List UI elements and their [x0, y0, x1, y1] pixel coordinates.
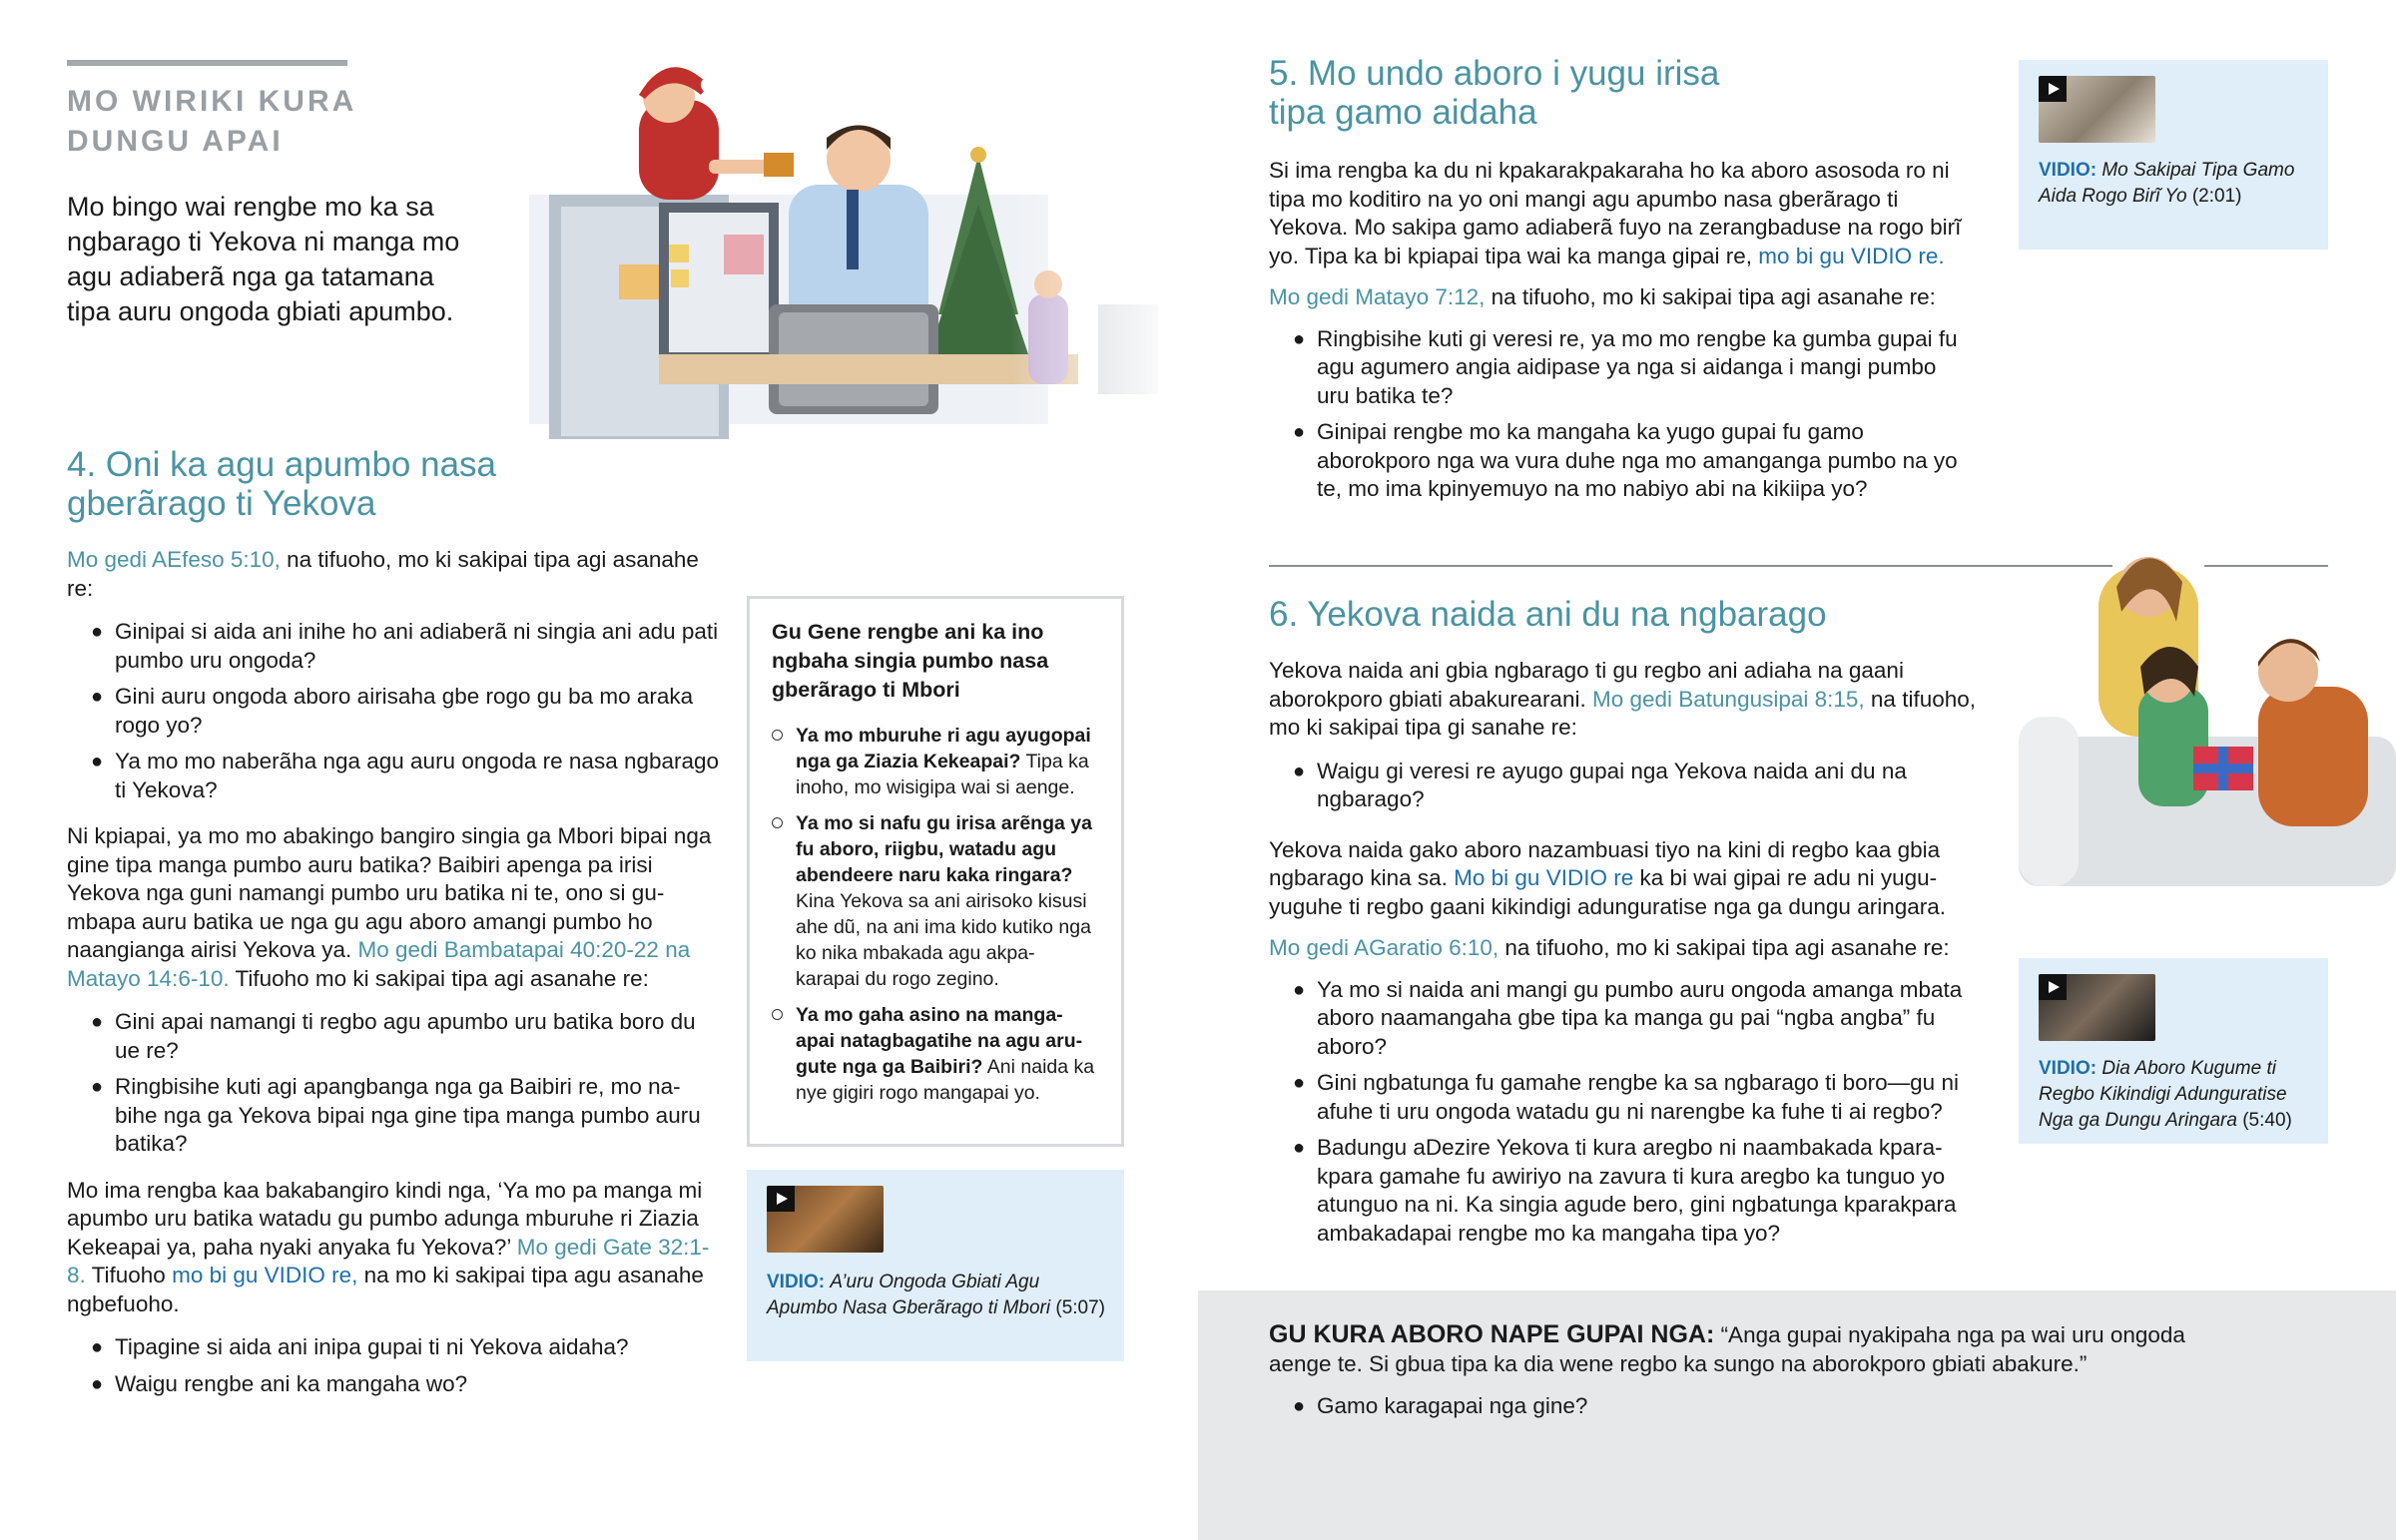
- section4-para1: [67, 546, 726, 603]
- play-icon[interactable]: [767, 1186, 795, 1212]
- list-item: [1269, 1392, 2167, 1421]
- list-item-text: Waigu rengbe ani ka mangaha wo?: [115, 1370, 468, 1396]
- list-item-text: Ringbisihe kuti agi apangbanga nga ga Baibiri re, mo na- bihe nga ga Yekova bipai nga gine tipa manga pumbo auru batika?: [115, 1074, 701, 1156]
- bullet-icon: ●: [1293, 978, 1306, 1001]
- list-item-text: Ginipai rengbe mo ka mangaha ka yugo gupai fu gamo aborokporo nga wa vura duhe nga mo amanganga pumbo na yo te, mo ima kpinyemuyo na mo nabiyo abi na kikiipa yo?: [1317, 419, 1958, 501]
- list-item: [1269, 325, 1968, 411]
- bullet-icon: ●: [91, 1372, 104, 1395]
- section4-para3-text: Mo ima rengba kaa bakabangiro kindi nga, ‘Ya mo pa manga mi apumbo uru batika watadu gu pumbo adunga mburuhe ri Ziazia Kekeapai ya, paha nyaki anyaka fu Yekova?’: [67, 1177, 703, 1260]
- section6-para2: [1269, 836, 1988, 922]
- section4-para2-tail: Tifuoho mo ki sakipai tipa agi asanahe re:: [229, 965, 649, 991]
- list-item-text: Waigu gi veresi re ayugo gupai nga Yekova naida ani du na ngbarago?: [1317, 758, 1907, 811]
- family-gift-image: [2019, 547, 2396, 906]
- video-link[interactable]: Mo bi gu VIDIO re: [1454, 865, 1634, 890]
- section6-para3: [1269, 934, 1988, 963]
- circle-bullet-icon: [772, 817, 783, 828]
- list-item: [1269, 1134, 1986, 1248]
- bullet-icon: ●: [91, 686, 104, 708]
- section5-title-line1: 5. Mo undo aboro i yugu irisa: [1269, 54, 1720, 93]
- intro-label-line2: DUNGU APAI: [67, 125, 284, 158]
- section4-title-line2: gberãrago ti Yekova: [67, 484, 376, 523]
- section5-para2-text: na tifuoho, mo ki sakipai tipa agi asanahe re:: [1485, 284, 1936, 309]
- section-divider: [1269, 565, 2112, 567]
- list-item: [1269, 418, 1968, 504]
- footer-bullets: [1269, 1392, 2167, 1429]
- section4-para3: [67, 1177, 726, 1319]
- bullet-icon: ●: [1293, 327, 1306, 350]
- video-thumbnail[interactable]: [2039, 76, 2155, 143]
- bullet-icon: ●: [1293, 421, 1306, 443]
- intro-rule: [67, 60, 347, 66]
- office-gift-illustration: [509, 55, 1178, 439]
- section6-para2-tail: ka bi wai gipai re adu ni yugu- yuguhe ti regbo gaani kikindigi adunguratise nga ga dungu aringara.: [1269, 865, 1946, 919]
- play-icon[interactable]: [2039, 76, 2067, 102]
- sidebox: [747, 596, 1124, 1147]
- section5-para1-text: Si ima rengba ka du ni kpakarakpakaraha ho ka aboro asosoda ro ni tipa mo koditiro na yo oni mangi agu apumbo nasa gberãrago ti Yekova. Mo sakipa gamo adiaberã fuyo na zerangbaduse na rogo birĩ yo. Tipa ka bi kpiapai tipa wai ka manga gipai re,: [1269, 158, 1962, 268]
- section6-bullets1: [1269, 758, 1988, 814]
- bullet-icon: ●: [91, 751, 104, 772]
- list-item: [1269, 1069, 1986, 1126]
- intro-label: [67, 82, 366, 162]
- section4-para1-text: na tifuoho, mo ki sakipai tipa agi asanahe re:: [67, 547, 699, 601]
- video-caption: [2039, 158, 2318, 210]
- sidebox-list: [772, 723, 1101, 1106]
- circle-bullet-icon: [772, 1009, 783, 1020]
- video-duration: (2:01): [2191, 186, 2242, 207]
- section5-title-line2: tipa gamo aidaha: [1269, 93, 1537, 132]
- family-gift-illustration: [2019, 547, 2396, 906]
- video-duration: (5:07): [1055, 1297, 1106, 1318]
- video-title[interactable]: Mo Sakipai Tipa Gamo Aida Rogo Birĩ Yo: [2039, 160, 2295, 207]
- section6-para1-tail: na tifuoho, mo ki sakipai tipa gi sanahe re:: [1269, 686, 1977, 740]
- section4-para2-text: Ni kpiapai, ya mo mo abakingo bangiro singia ga Mbori bipai nga gine tipa manga pumbo auru batika? Baibiri apenga pa irisi Yekova nga guni namangi pumbo uru batika ni te, ono si gu- mbapa auru batika ue nga gu agu aboro amangi pumbo ho naangianga airisi Yekova ya.: [67, 823, 712, 962]
- section4-title: [67, 445, 666, 523]
- section4-body: [67, 546, 726, 1406]
- bullet-icon: ●: [91, 621, 104, 643]
- section5-para1: [1269, 157, 1968, 270]
- section4-para3-tail: na mo ki sakipai tipa agu asanahe ngbefuoho.: [67, 1263, 704, 1316]
- sidebox-item: [772, 1002, 1101, 1106]
- video-box-right[interactable]: [2019, 958, 2328, 1144]
- bullet-icon: ●: [91, 1076, 104, 1098]
- list-item-text: Ya mo si naida ani mangi gu pumbo auru ongoda amanga mbata aboro naamangaha gbe tipa ka manga gu pai “ngba angba” fu aboro?: [1317, 976, 1963, 1059]
- video-label: VIDIO:: [767, 1272, 826, 1292]
- section6-bullets2: [1269, 976, 1988, 1249]
- bullet-icon: ●: [1293, 760, 1306, 782]
- video-thumbnail[interactable]: [2039, 974, 2155, 1041]
- section6-para1-text: Yekova naida ani gbia ngbarago ti gu regbo ani adiaha na gaani aborokporo gbiati abakurearani.: [1269, 658, 1904, 712]
- section4-para3-mid: Tifuoho: [85, 1263, 173, 1287]
- play-icon[interactable]: [2039, 974, 2067, 1000]
- section5-bullets: [1269, 325, 1968, 504]
- list-item: [67, 748, 726, 804]
- sidebox-title: Gu Gene rengbe ani ka ino ngbaha singia pumbo nasa gberãrago ti Mbori: [772, 620, 1049, 702]
- video-link[interactable]: mo bi gu VIDIO re.: [1758, 243, 1945, 268]
- section6-para1: [1269, 657, 1988, 743]
- bullet-icon: ●: [91, 1011, 104, 1033]
- scripture-ref-garatio[interactable]: Mo gedi AGaratio 6:10,: [1269, 935, 1499, 960]
- section4-bullets1: [67, 618, 726, 804]
- list-item: [67, 683, 726, 740]
- scripture-ref-efeso[interactable]: Mo gedi AEfeso 5:10,: [67, 547, 281, 572]
- sidebox-item-text: Ani naida ka nye gigiri rogo mangapai yo.: [796, 1056, 1095, 1104]
- video-thumbnail[interactable]: [767, 1186, 884, 1253]
- video-box-left[interactable]: [747, 1170, 1124, 1361]
- sidebox-item: [772, 723, 1101, 800]
- list-item-text: Badungu aDezire Yekova ti kura aregbo ni naambakada kpara- kpara gamahe fu awiriyo na zavura ti kura aregbo ka tunguo yo atunguo na ni. Ka singia agude bero, gini ngbatunga kparakpara ambakadapai rengbe mo ka mangaha tipa yo?: [1317, 1135, 1957, 1246]
- list-item: [67, 1008, 726, 1065]
- sidebox-item-question: Ya mo si nafu gu irisa arẽnga ya fu aboro, riigbu, watadu agu abendeere naru kaka ringara?: [796, 812, 1092, 886]
- section5-body: [1269, 157, 1968, 512]
- sidebox-item: [772, 810, 1101, 992]
- list-item: [67, 1333, 726, 1362]
- footer-panel: [1198, 1290, 2396, 1540]
- scripture-ref-batungusipai[interactable]: Mo gedi Batungusipai 8:15,: [1591, 686, 1865, 712]
- list-item-text: Ya mo mo naberãha nga agu auru ongoda re nasa ngbarago ti Yekova?: [115, 749, 720, 802]
- section4-bullets2: [67, 1008, 726, 1159]
- sidebox-item-text: Kina Yekova sa ani airisoko kisusi ahe dũ, na ani ima kido kutiko nga ko nika mbakada agu akpa- karapai du rogo zegino.: [796, 890, 1091, 990]
- section5-title: [1269, 54, 1868, 132]
- scripture-ref-gate[interactable]: Mo gedi Gate 32:1-8.: [67, 1234, 710, 1287]
- office-gift-image: [509, 55, 1178, 439]
- list-item-text: Gini ngbatunga fu gamahe rengbe ka sa ngbarago ti boro—gu ni afuhe ti uru ongoda watadu gu ni narengbe ka fuhe ti ai regbo?: [1317, 1070, 1959, 1124]
- footer-text: [1269, 1320, 2227, 1378]
- list-item-text: Ginipai si aida ani inihe ho ani adiaberã ni singia ani adu pati pumbo uru ongoda?: [115, 619, 719, 673]
- list-item: [1269, 976, 1986, 1062]
- list-item: [67, 1370, 726, 1399]
- footer-quote: “Anga gupai nyakipaha nga pa wai uru ongoda aenge te. Si gbua tipa ka dia wene regbo ka sungo na aborokporo gbiati abakure.”: [1269, 1322, 2185, 1376]
- list-item-text: Tipagine si aida ani inipa gupai ti ni Yekova aidaha?: [115, 1334, 629, 1359]
- scripture-ref-matayo[interactable]: Mo gedi Matayo 7:12,: [1269, 284, 1486, 309]
- sidebox-item-question: Ya mo gaha asino na manga- apai natagbagatihe na agu aru- gute nga ga Baibiri?: [796, 1004, 1083, 1078]
- list-item-text: Ringbisihe kuti gi veresi re, ya mo mo rengbe ka gumba gupai fu agu agumero angia aidipase ya nga si aidanga i mangi pumbo uru batika te?: [1317, 325, 1958, 408]
- list-item: [67, 618, 726, 675]
- sidebox-item-text: Tipa ka inoho, mo wisigipa wai si aenge.: [796, 751, 1089, 798]
- video-title[interactable]: A’uru Ongoda Gbiati Agu Apumbo Nasa Gberãrago ti Mbori: [767, 1272, 1051, 1318]
- section4-title-line1: 4. Oni ka agu apumbo nasa: [67, 445, 497, 484]
- intro-text: Mo bingo wai rengbe mo ka sa ngbarago ti Yekova ni manga mo agu adiaberã nga ga tatamana tipa auru ongoda gbiati apumbo.: [67, 192, 460, 326]
- intro-label-line1: MO WIRIKI KURA: [67, 85, 357, 118]
- section6-para2-text: Yekova naida gako aboro nazambuasi tiyo na kini di regbo kaa gbia ngbarago kina sa.: [1269, 836, 1941, 890]
- list-item: [1269, 758, 1988, 814]
- video-caption: [767, 1270, 1106, 1321]
- video-duration: (5:40): [2242, 1110, 2292, 1131]
- video-link[interactable]: mo bi gu VIDIO re,: [172, 1263, 358, 1287]
- video-caption: [2039, 1056, 2323, 1134]
- bullet-icon: ●: [91, 1336, 104, 1358]
- footer-heading: GU KURA ABORO NAPE GUPAI NGA:: [1269, 1320, 1715, 1348]
- circle-bullet-icon: [772, 730, 783, 741]
- sidebox-item-question: Ya mo mburuhe ri agu ayugopai nga ga Ziazia Kekeapai?: [796, 725, 1091, 772]
- scripture-ref-bambatapai[interactable]: Mo gedi Bambatapai 40:20-22 na Matayo 14:6-10.: [67, 937, 691, 991]
- list-item-text: Gini apai namangi ti regbo agu apumbo uru batika boro du ue re?: [115, 1009, 696, 1063]
- list-item-text: Gamo karagapai nga gine?: [1317, 1393, 1588, 1418]
- section6-title: 6. Yekova naida ani du na ngbarago: [1269, 595, 1827, 634]
- section6-body: [1269, 657, 1988, 1256]
- video-label: VIDIO:: [2039, 1058, 2097, 1079]
- bullet-icon: ●: [1293, 1395, 1306, 1417]
- section6-para3-text: na tifuoho, mo ki sakipai tipa agi asanahe re:: [1498, 935, 1950, 960]
- section4-para2: [67, 822, 726, 993]
- section5-para2: [1269, 283, 1968, 312]
- list-item-text: Gini auru ongoda aboro airisaha gbe rogo gu ba mo araka rogo yo?: [115, 684, 694, 738]
- video-title[interactable]: Dia Aboro Kugume ti Regbo Kikindigi Adunguratise Nga ga Dungu Aringara: [2039, 1058, 2287, 1131]
- video-label: VIDIO:: [2039, 160, 2097, 181]
- video-box-top[interactable]: [2019, 60, 2328, 250]
- bullet-icon: ●: [1293, 1072, 1306, 1094]
- section4-bullets3: [67, 1333, 726, 1398]
- list-item: [67, 1073, 726, 1159]
- bullet-icon: ●: [1293, 1137, 1306, 1159]
